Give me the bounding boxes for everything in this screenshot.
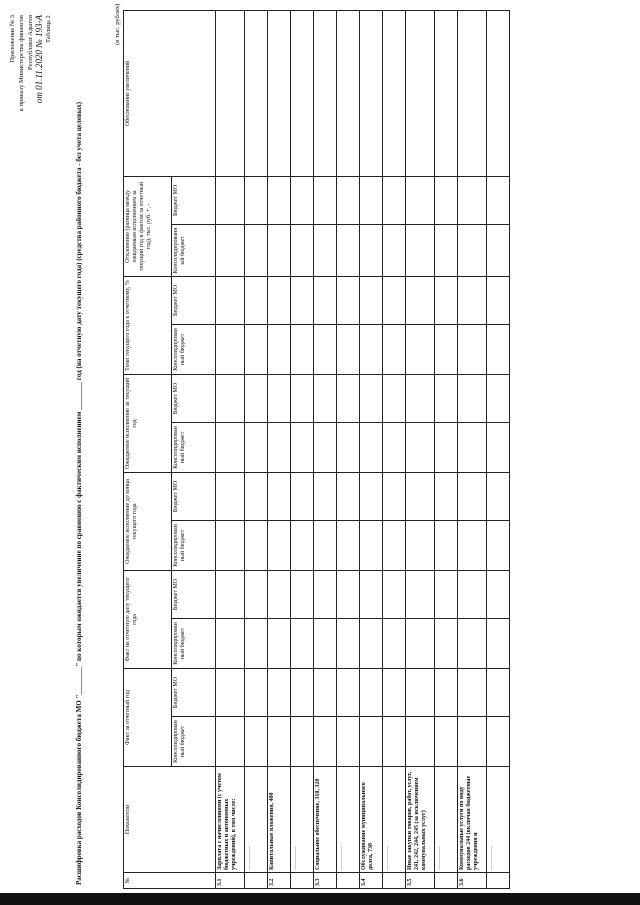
- expenses-table: [123, 10, 510, 889]
- empty-cell: [245, 717, 268, 767]
- empty-cell: [314, 570, 337, 618]
- empty-cell: [435, 10, 458, 176]
- row-label: Иные закупки товаров, работ, услуг, 241, 242, 244, 245 (за исключением коммунальных услуг): [406, 767, 435, 873]
- empty-cell: [314, 520, 337, 570]
- empty-cell: [245, 276, 268, 324]
- empty-cell: [487, 324, 510, 374]
- header-expected-year: Ожидаемое исполнение за текущий год: [124, 374, 172, 472]
- empty-cell: [216, 276, 245, 324]
- empty-cell: [314, 224, 337, 276]
- empty-cell: [216, 10, 245, 176]
- row-label: …………: [245, 767, 268, 873]
- empty-cell: [291, 324, 314, 374]
- empty-cell: [337, 324, 360, 374]
- row-label: Обслуживание муниципального долга, 730: [360, 767, 383, 873]
- empty-cell: [291, 520, 314, 570]
- empty-cell: [314, 374, 337, 422]
- empty-cell: [406, 422, 435, 472]
- empty-cell: [458, 276, 487, 324]
- table-row: [383, 10, 406, 888]
- row-number: 3.2: [268, 873, 291, 889]
- empty-cell: [435, 520, 458, 570]
- empty-cell: [216, 618, 245, 668]
- empty-cell: [314, 618, 337, 668]
- empty-cell: [314, 422, 337, 472]
- empty-cell: [406, 224, 435, 276]
- empty-cell: [458, 224, 487, 276]
- row-number: [435, 873, 458, 889]
- empty-cell: [291, 422, 314, 472]
- empty-cell: [268, 374, 291, 422]
- empty-cell: [406, 324, 435, 374]
- header-deviation: Отклонение (разница между ожидаемым исполнением за текущий год и фактом за отчетный год), тыс. руб. +, -: [124, 176, 172, 276]
- table-row: [406, 10, 435, 888]
- empty-cell: [216, 224, 245, 276]
- empty-cell: [337, 10, 360, 176]
- empty-cell: [435, 176, 458, 224]
- appendix-block: [8, 15, 44, 125]
- header-indicator: Показатели: [124, 767, 216, 873]
- empty-cell: [216, 520, 245, 570]
- row-number: [291, 873, 314, 889]
- empty-cell: [360, 520, 383, 570]
- table-row: [360, 10, 383, 888]
- empty-cell: [458, 668, 487, 716]
- empty-cell: [216, 374, 245, 422]
- table-row: [435, 10, 458, 888]
- empty-cell: [458, 520, 487, 570]
- empty-cell: [268, 618, 291, 668]
- sub-mo-4: Бюджет МО: [172, 374, 216, 422]
- empty-cell: [337, 422, 360, 472]
- sub-cons-1: Консолидированный бюджет: [172, 717, 216, 767]
- empty-cell: [383, 570, 406, 618]
- sub-cons-2: Консолидированный бюджет: [172, 618, 216, 668]
- empty-cell: [337, 472, 360, 520]
- row-number: [383, 873, 406, 889]
- scan-edge: [0, 893, 640, 905]
- row-number: [245, 873, 268, 889]
- empty-cell: [435, 422, 458, 472]
- empty-cell: [245, 520, 268, 570]
- empty-cell: [458, 472, 487, 520]
- empty-cell: [383, 668, 406, 716]
- row-number: 3.5: [406, 873, 435, 889]
- row-label: …………: [291, 767, 314, 873]
- row-label: Социальное обеспечение, 310, 320: [314, 767, 337, 873]
- table-row: [458, 10, 487, 888]
- empty-cell: [458, 570, 487, 618]
- sub-cons-5: Консолидированный бюджет: [172, 324, 216, 374]
- row-number: 3.4: [360, 873, 383, 889]
- header-growth-rate: Темп текущего года к отчетному, %: [124, 276, 172, 374]
- sub-mo-6: Бюджет МО: [172, 176, 216, 224]
- empty-cell: [458, 324, 487, 374]
- row-label: Капитальные вложения, 400: [268, 767, 291, 873]
- empty-cell: [245, 422, 268, 472]
- table-row: [337, 10, 360, 888]
- empty-cell: [406, 668, 435, 716]
- empty-cell: [291, 717, 314, 767]
- empty-cell: [487, 717, 510, 767]
- sub-cons-4: Консолидированный бюджет: [172, 422, 216, 472]
- empty-cell: [216, 176, 245, 224]
- empty-cell: [337, 570, 360, 618]
- empty-cell: [245, 668, 268, 716]
- table-row: [268, 10, 291, 888]
- empty-cell: [245, 224, 268, 276]
- empty-cell: [360, 276, 383, 324]
- empty-cell: [435, 717, 458, 767]
- appendix-line-1: Приложение № 3: [9, 15, 16, 63]
- empty-cell: [487, 520, 510, 570]
- empty-cell: [458, 422, 487, 472]
- empty-cell: [268, 520, 291, 570]
- empty-cell: [360, 472, 383, 520]
- empty-cell: [337, 176, 360, 224]
- empty-cell: [216, 324, 245, 374]
- document-title: Расшифровка расходов Консолидированного бюджета МО "________" по которым ожидается увеличение по сравнению с фактическим исполнением ________ год (на отчетную дату текущего года) (средства районного бюджета - без учета целевых): [75, 101, 83, 885]
- empty-cell: [360, 10, 383, 176]
- empty-cell: [360, 668, 383, 716]
- table-row: [216, 10, 245, 888]
- row-number: 3.6: [458, 873, 487, 889]
- empty-cell: [458, 10, 487, 176]
- row-number: [337, 873, 360, 889]
- appendix-line-3: Республики Адыгея: [27, 15, 34, 71]
- empty-cell: [291, 224, 314, 276]
- table-row: [314, 10, 337, 888]
- row-label: …………: [435, 767, 458, 873]
- empty-cell: [383, 374, 406, 422]
- empty-cell: [360, 717, 383, 767]
- empty-cell: [337, 276, 360, 324]
- empty-cell: [291, 570, 314, 618]
- empty-cell: [406, 10, 435, 176]
- empty-cell: [314, 717, 337, 767]
- empty-cell: [487, 422, 510, 472]
- sub-cons-3: Консолидированный бюджет: [172, 520, 216, 570]
- empty-cell: [245, 374, 268, 422]
- empty-cell: [337, 224, 360, 276]
- empty-cell: [383, 324, 406, 374]
- empty-cell: [268, 224, 291, 276]
- empty-cell: [383, 472, 406, 520]
- empty-cell: [435, 472, 458, 520]
- empty-cell: [245, 10, 268, 176]
- empty-cell: [268, 472, 291, 520]
- empty-cell: [291, 374, 314, 422]
- empty-cell: [268, 324, 291, 374]
- empty-cell: [291, 276, 314, 324]
- empty-cell: [268, 570, 291, 618]
- empty-cell: [245, 570, 268, 618]
- row-label: …………: [383, 767, 406, 873]
- empty-cell: [360, 176, 383, 224]
- empty-cell: [487, 668, 510, 716]
- header-num: №: [124, 873, 216, 889]
- empty-cell: [291, 10, 314, 176]
- empty-cell: [216, 668, 245, 716]
- empty-cell: [291, 472, 314, 520]
- empty-cell: [458, 374, 487, 422]
- empty-cell: [435, 570, 458, 618]
- empty-cell: [435, 374, 458, 422]
- empty-cell: [487, 176, 510, 224]
- empty-cell: [406, 276, 435, 324]
- sub-mo-2: Бюджет МО: [172, 570, 216, 618]
- header-expected-end: Ожидаемое исполнение до конца текущего года: [124, 472, 172, 570]
- sub-mo-3: Бюджет МО: [172, 472, 216, 520]
- empty-cell: [487, 276, 510, 324]
- empty-cell: [268, 717, 291, 767]
- empty-cell: [435, 668, 458, 716]
- empty-cell: [360, 422, 383, 472]
- empty-cell: [337, 520, 360, 570]
- empty-cell: [268, 422, 291, 472]
- empty-cell: [406, 570, 435, 618]
- empty-cell: [245, 618, 268, 668]
- row-number: 3.3: [314, 873, 337, 889]
- appendix-line-2: к приказу Министерства финансов: [18, 15, 25, 112]
- empty-cell: [435, 324, 458, 374]
- empty-cell: [314, 10, 337, 176]
- row-label: Зарплата с начислениями (с учетом бюджетных и автономных учреждений), в том числе:: [216, 767, 245, 873]
- table-row: [291, 10, 314, 888]
- empty-cell: [406, 520, 435, 570]
- empty-cell: [487, 224, 510, 276]
- empty-cell: [487, 10, 510, 176]
- header-fact-date: Факт на отчетную дату текущего года: [124, 570, 172, 668]
- empty-cell: [406, 176, 435, 224]
- sub-mo-5: Бюджет МО: [172, 276, 216, 324]
- empty-cell: [406, 717, 435, 767]
- table-body: [216, 10, 510, 888]
- empty-cell: [245, 472, 268, 520]
- empty-cell: [337, 717, 360, 767]
- unit-note: (в тыс. рублях): [114, 3, 121, 45]
- empty-cell: [337, 668, 360, 716]
- appendix-line-4: от 01.11.2020 № 193-А: [34, 15, 44, 104]
- empty-cell: [487, 374, 510, 422]
- empty-cell: [216, 422, 245, 472]
- empty-cell: [383, 717, 406, 767]
- empty-cell: [487, 618, 510, 668]
- empty-cell: [487, 472, 510, 520]
- empty-cell: [216, 472, 245, 520]
- sub-mo-1: Бюджет МО: [172, 668, 216, 716]
- sub-cons-6: Консолидированный бюджет: [172, 224, 216, 276]
- empty-cell: [314, 276, 337, 324]
- empty-cell: [487, 570, 510, 618]
- empty-cell: [383, 224, 406, 276]
- empty-cell: [291, 176, 314, 224]
- empty-cell: [268, 10, 291, 176]
- row-number: 3.1: [216, 873, 245, 889]
- header-justification: Обоснование увеличений: [124, 10, 216, 176]
- empty-cell: [406, 472, 435, 520]
- empty-cell: [360, 618, 383, 668]
- empty-cell: [337, 618, 360, 668]
- empty-cell: [383, 520, 406, 570]
- table-row: [245, 10, 268, 888]
- empty-cell: [383, 618, 406, 668]
- empty-cell: [314, 176, 337, 224]
- empty-cell: [291, 668, 314, 716]
- table-label: Таблица 2: [45, 15, 52, 43]
- empty-cell: [216, 570, 245, 618]
- empty-cell: [216, 717, 245, 767]
- empty-cell: [360, 374, 383, 422]
- empty-cell: [314, 668, 337, 716]
- empty-cell: [458, 176, 487, 224]
- empty-cell: [435, 224, 458, 276]
- empty-cell: [406, 618, 435, 668]
- empty-cell: [245, 324, 268, 374]
- empty-cell: [360, 324, 383, 374]
- empty-cell: [435, 618, 458, 668]
- empty-cell: [406, 374, 435, 422]
- empty-cell: [435, 276, 458, 324]
- table-row: [487, 10, 510, 888]
- empty-cell: [360, 570, 383, 618]
- empty-cell: [383, 10, 406, 176]
- empty-cell: [268, 276, 291, 324]
- empty-cell: [268, 668, 291, 716]
- empty-cell: [314, 324, 337, 374]
- empty-cell: [268, 176, 291, 224]
- row-number: [487, 873, 510, 889]
- empty-cell: [383, 276, 406, 324]
- empty-cell: [383, 176, 406, 224]
- header-fact-year: Факт за отчетный год: [124, 668, 172, 766]
- empty-cell: [337, 374, 360, 422]
- empty-cell: [291, 618, 314, 668]
- empty-cell: [245, 176, 268, 224]
- row-label: Коммунальные услуги по виду расходов 244 (включая бюджетные учреждения и: [458, 767, 487, 873]
- empty-cell: [458, 618, 487, 668]
- empty-cell: [360, 224, 383, 276]
- empty-cell: [458, 717, 487, 767]
- row-label: …………: [337, 767, 360, 873]
- empty-cell: [383, 422, 406, 472]
- row-label: …………: [487, 767, 510, 873]
- empty-cell: [314, 472, 337, 520]
